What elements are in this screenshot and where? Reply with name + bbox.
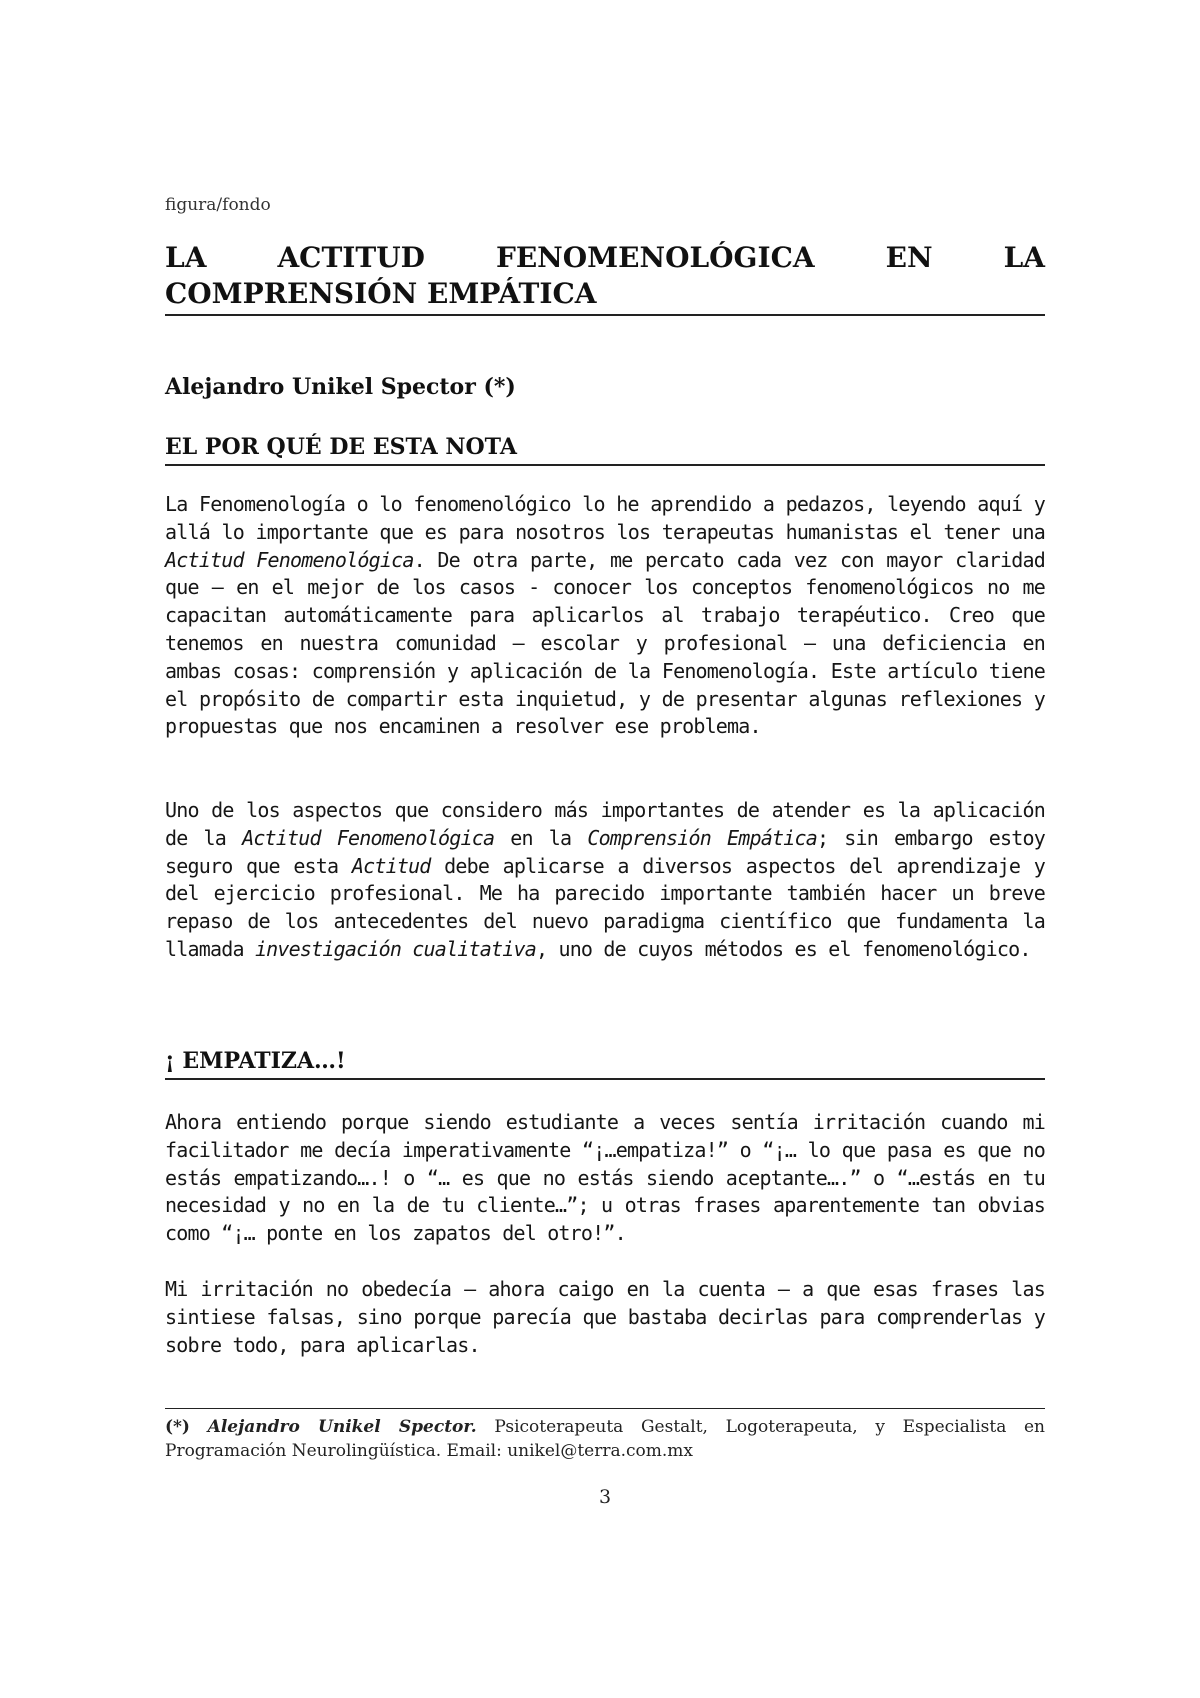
document-page (165, 0, 1045, 1698)
paragraph-text: La Fenomenología o lo fenomenológico lo he aprendido a pedazos, leyendo aquí y allá lo importante que es para nosotros los terapeutas humanistas el tener una (165, 492, 1045, 544)
paragraph-text: , uno de cuyos métodos es el fenomenológico. (535, 936, 1031, 961)
section-heading-empatiza: ¡ EMPATIZA…! (165, 1048, 1045, 1080)
paragraph-text: debe aplicarse a diversos aspectos del aprendizaje y del ejercicio profesional. Me ha parecido importante también hacer un breve repaso de los antecedentes del nuevo paradigma científico que fundamenta la llamada (165, 853, 1045, 961)
section-label: figura/fondo (165, 195, 271, 215)
footnote-text: Psicoterapeuta Gestalt, Logoterapeuta, y Especialista en Programación Neurolingüística. Email: unikel@terra.com.mx (165, 1417, 1046, 1461)
emphasis-text: investigación cualitativa (254, 936, 536, 961)
paragraph-text: ; sin embargo estoy seguro que esta (165, 825, 1045, 878)
emphasis-text: Comprensión Empática (587, 825, 817, 850)
page-title: LA ACTITUD FENOMENOLÓGICA EN LA COMPRENSIÓN EMPÁTICA (165, 240, 1045, 316)
author-line: Alejandro Unikel Spector (*) (165, 374, 516, 400)
paragraph-text: en la (494, 825, 588, 850)
page-number: 3 (598, 1486, 612, 1508)
section-heading-por-que: EL POR QUÉ DE ESTA NOTA (165, 434, 1045, 466)
paragraph-intro (165, 491, 1045, 741)
footnote (165, 1408, 1045, 1463)
emphasis-text: Actitud Fenomenológica (242, 825, 495, 850)
paragraph-text: Uno de los aspectos que considero más importantes de atender es la aplicación de la (165, 798, 1045, 850)
footnote-author: Alejandro Unikel Spector. (207, 1417, 477, 1437)
paragraph-irritacion: Mi irritación no obedecía – ahora caigo en la cuenta – a que esas frases las sintiese falsas, sino porque parecía que bastaba decirlas para comprenderlas y sobre todo, para aplicarlas. (165, 1277, 1045, 1357)
emphasis-text: Actitud Fenomenológica (165, 547, 414, 572)
paragraph-aspects (165, 797, 1045, 964)
paragraph-empatiza: Ahora entiendo porque siendo estudiante a veces sentía irritación cuando mi facilitador me decía imperativamente “¡…empatiza!” o “¡… lo que pasa es que no estás empatizando….! o “… es que no estás siendo aceptante….” o “…estás en tu necesidad y no en la de tu cliente…”; u otras frases aparentemente tan obvias como “¡… ponte en los zapatos del otro!”. (165, 1110, 1045, 1246)
paragraph-text: . De otra parte, me percato cada vez con mayor claridad que – en el mejor de los casos - conocer los conceptos fenomenológicos no me capacitan automáticamente para aplicarlos al trabajo terapéutico. Creo que tenemos en nuestra comunidad – escolar y profesional – una deficiencia en ambas cosas: comprensión y aplicación de la Fenomenología. Este artículo tiene el propósito de compartir esta inquietud, y de presentar algunas reflexiones y propuestas que nos encaminen a resolver ese problema. (165, 547, 1045, 739)
emphasis-text: Actitud (351, 853, 431, 878)
footnote-mark: (*) (165, 1417, 190, 1437)
